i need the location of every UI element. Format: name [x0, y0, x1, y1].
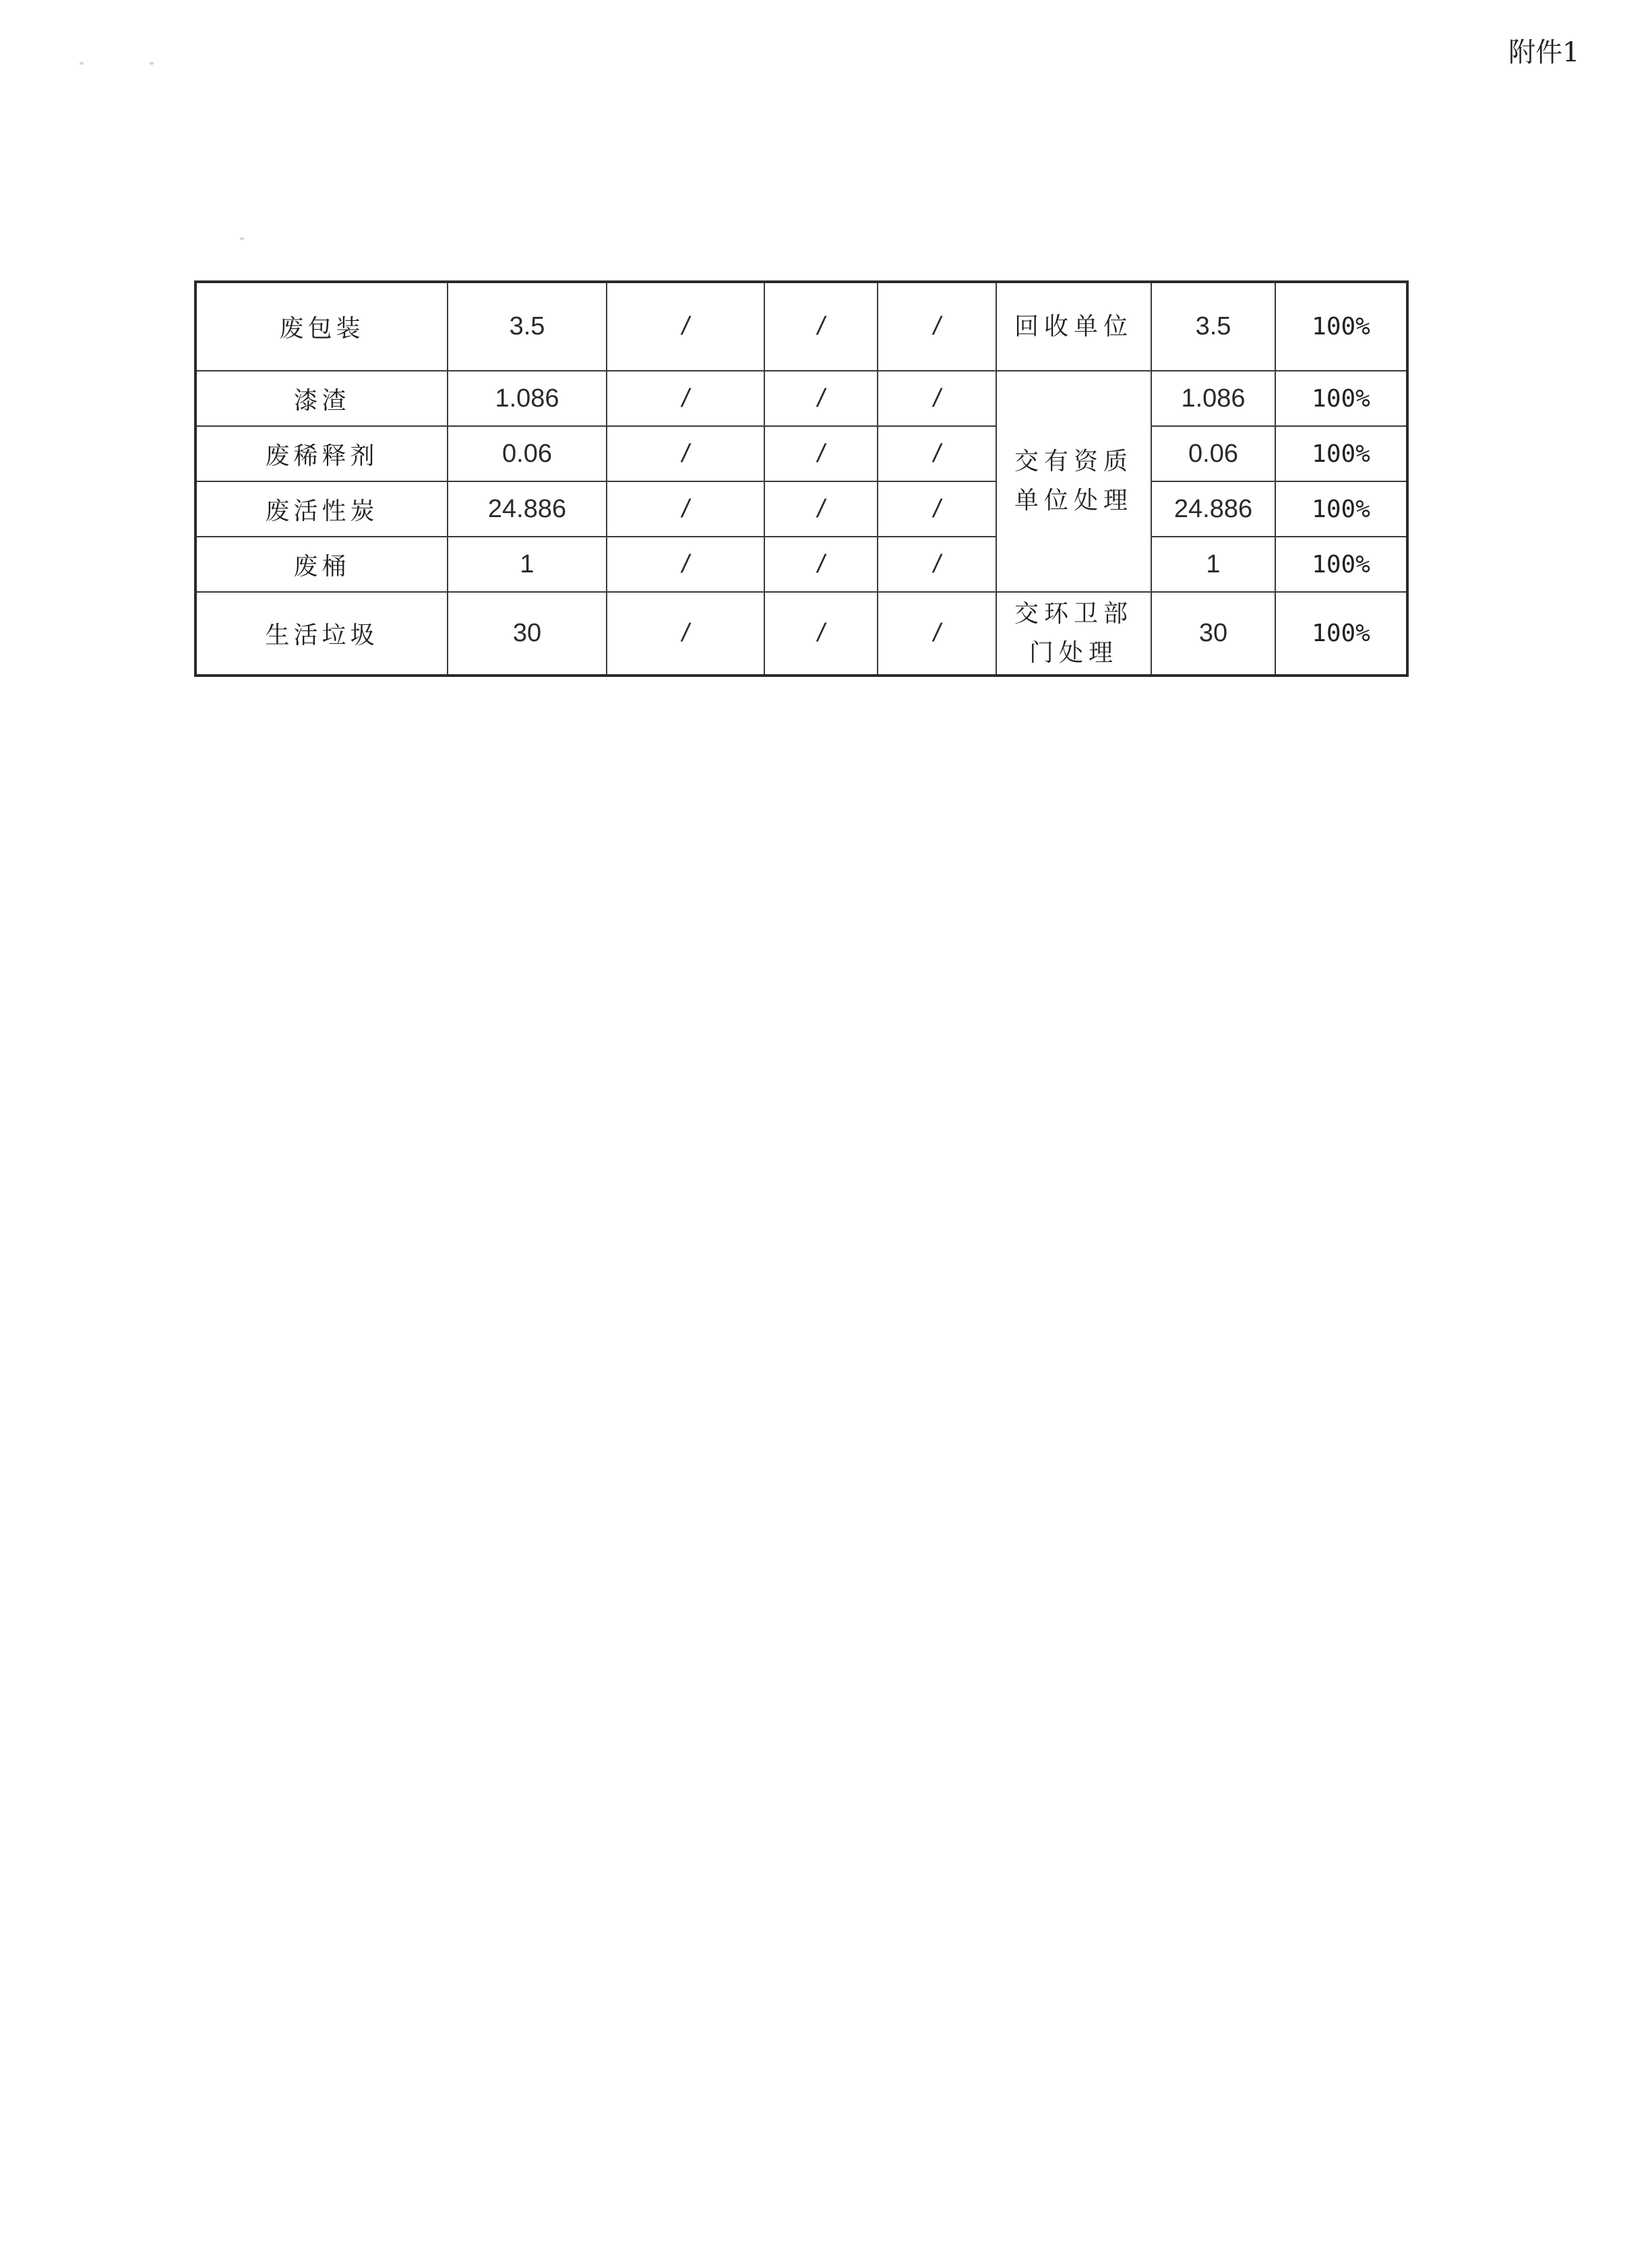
disposed-amount-cell: 30 — [1151, 592, 1275, 676]
disposal-method-text: 交环卫部 — [1014, 599, 1133, 628]
empty-value-cell: / — [764, 426, 878, 481]
disposal-method-cell — [996, 592, 1151, 676]
disposal-rate-cell: 100% — [1275, 282, 1407, 371]
disposal-rate-cell: 100% — [1275, 426, 1407, 481]
generated-amount-cell: 24.886 — [448, 481, 607, 537]
empty-value-cell: / — [878, 481, 996, 537]
disposal-rate-cell: 100% — [1275, 592, 1407, 676]
table-row — [195, 592, 1407, 676]
disposal-method-text: 门处理 — [1029, 638, 1118, 667]
scan-speck — [150, 62, 154, 65]
waste-name-cell: 废活性炭 — [195, 481, 448, 537]
scan-speck — [240, 237, 244, 240]
disposal-rate-cell: 100% — [1275, 537, 1407, 592]
disposal-method-cell — [996, 371, 1151, 592]
empty-value-cell: / — [878, 426, 996, 481]
generated-amount-cell: 30 — [448, 592, 607, 676]
waste-name-cell: 漆渣 — [195, 371, 448, 426]
disposal-rate-cell: 100% — [1275, 481, 1407, 537]
table-row — [195, 426, 1407, 481]
empty-value-cell: / — [607, 592, 764, 676]
table-row — [195, 481, 1407, 537]
generated-amount-cell: 1 — [448, 537, 607, 592]
empty-value-cell: / — [764, 537, 878, 592]
disposed-amount-cell: 1 — [1151, 537, 1275, 592]
disposal-method-cell — [996, 282, 1151, 371]
generated-amount-cell: 1.086 — [448, 371, 607, 426]
scan-speck — [80, 62, 84, 65]
waste-name-cell: 废包装 — [195, 282, 448, 371]
empty-value-cell: / — [764, 371, 878, 426]
waste-disposal-table — [194, 280, 1409, 677]
waste-name-cell: 生活垃圾 — [195, 592, 448, 676]
empty-value-cell: / — [764, 481, 878, 537]
empty-value-cell: / — [607, 282, 764, 371]
disposal-method-text: 回收单位 — [1014, 312, 1133, 340]
empty-value-cell: / — [607, 481, 764, 537]
empty-value-cell: / — [878, 282, 996, 371]
empty-value-cell: / — [878, 371, 996, 426]
waste-name-cell: 废桶 — [195, 537, 448, 592]
table-row — [195, 371, 1407, 426]
disposal-rate-cell: 100% — [1275, 371, 1407, 426]
page-label: 附件1 — [1508, 37, 1580, 68]
empty-value-cell: / — [878, 592, 996, 676]
empty-value-cell: / — [607, 537, 764, 592]
disposed-amount-cell: 0.06 — [1151, 426, 1275, 481]
empty-value-cell: / — [607, 426, 764, 481]
empty-value-cell: / — [764, 592, 878, 676]
disposed-amount-cell: 1.086 — [1151, 371, 1275, 426]
table-row — [195, 282, 1407, 371]
disposal-method-text: 单位处理 — [1014, 487, 1133, 514]
empty-value-cell: / — [878, 537, 996, 592]
empty-value-cell: / — [764, 282, 878, 371]
generated-amount-cell: 3.5 — [448, 282, 607, 371]
disposed-amount-cell: 24.886 — [1151, 481, 1275, 537]
disposed-amount-cell: 3.5 — [1151, 282, 1275, 371]
waste-name-cell: 废稀释剂 — [195, 426, 448, 481]
empty-value-cell: / — [607, 371, 764, 426]
generated-amount-cell: 0.06 — [448, 426, 607, 481]
table-row — [195, 537, 1407, 592]
disposal-method-text: 交有资质 — [1014, 448, 1133, 475]
